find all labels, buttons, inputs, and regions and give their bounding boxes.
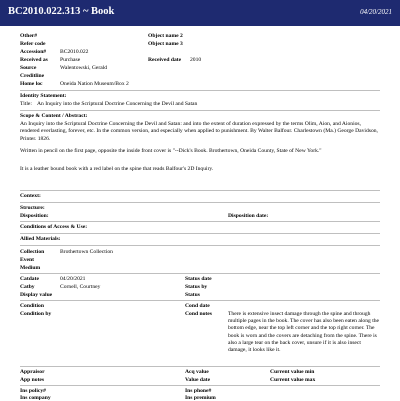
divider bbox=[20, 110, 380, 111]
cond-date-label: Cond date bbox=[185, 303, 210, 309]
status-by-label: Status by bbox=[185, 284, 208, 290]
divider bbox=[20, 221, 380, 222]
condition-by-label: Condition by bbox=[20, 311, 52, 317]
received-date-label: Received date bbox=[148, 57, 182, 63]
divider bbox=[20, 190, 380, 191]
app-notes-label: App notes bbox=[20, 377, 45, 383]
identity-statement-heading: Identity Statement: bbox=[20, 93, 67, 99]
cond-notes-label: Cond notes bbox=[185, 311, 212, 317]
title-value: An Inquiry into the Scriptural Doctrine Concerning the Devil and Satan bbox=[37, 101, 198, 107]
divider bbox=[20, 385, 380, 386]
scope-content-heading: Scope & Content / Abstract: bbox=[20, 113, 88, 119]
divider bbox=[20, 273, 380, 274]
home-loc-label: Home loc bbox=[20, 81, 43, 87]
status-label: Status bbox=[185, 292, 200, 298]
event-label: Event bbox=[20, 257, 34, 263]
condition-label: Condition bbox=[20, 303, 44, 309]
divider bbox=[20, 202, 380, 203]
refer-code-label: Refer code bbox=[20, 41, 46, 47]
medium-label: Medium bbox=[20, 265, 41, 271]
collection-label: Collection bbox=[20, 249, 45, 255]
current-value-max-label: Current value max bbox=[270, 377, 316, 383]
received-date-value: 2010 bbox=[190, 57, 202, 63]
ins-phone-label: Ins phone# bbox=[185, 388, 212, 394]
object-name-2-label: Object name 2 bbox=[148, 33, 183, 39]
current-value-min-label: Current value min bbox=[270, 369, 315, 375]
divider bbox=[20, 366, 380, 367]
disposition-date-label: Disposition date: bbox=[228, 213, 269, 219]
divider bbox=[20, 90, 380, 91]
accession-value: BC2010.022 bbox=[60, 49, 89, 55]
source-label: Source bbox=[20, 65, 37, 71]
received-as-value: Purchase bbox=[60, 57, 81, 63]
collection-value: Brothertown Collection bbox=[60, 249, 113, 255]
status-date-label: Status date bbox=[185, 276, 212, 282]
other-number-label: Other# bbox=[20, 33, 38, 39]
display-value-label: Display value bbox=[20, 292, 53, 298]
acq-value-label: Acq value bbox=[185, 369, 209, 375]
report-date: 04/20/2021 bbox=[360, 8, 392, 16]
divider bbox=[20, 245, 380, 246]
abstract-paragraph-1: An Inquiry into the Scriptural Doctrine Concerning the Devil and Satan: and into the extent of duration expressed by the terms Olim, Aion, and Aionios, rendered everlasting, forever, etc. In the common version, and especially when applied to punishment. By Walter Balfour. Charlestown (Ma.) George Davidson, Printer. 1826. bbox=[20, 121, 378, 142]
ins-policy-label: Ins policy# bbox=[20, 388, 46, 394]
catby-label: Catby bbox=[20, 284, 35, 290]
disposition-label: Disposition: bbox=[20, 213, 49, 219]
catby-value: Cornell, Courtney bbox=[60, 284, 101, 290]
structure-label: Structure: bbox=[20, 205, 45, 211]
source-value: Walentowski, Gerald bbox=[60, 65, 108, 71]
divider bbox=[20, 233, 380, 234]
report-title-bar bbox=[0, 0, 400, 26]
conditions-access-label: Conditions of Access & Use: bbox=[20, 224, 88, 230]
home-loc-value: Oneida Nation Museum/Box 2 bbox=[60, 81, 129, 87]
title-label: Title: bbox=[20, 101, 32, 107]
ins-company-label: Ins company bbox=[20, 395, 51, 401]
object-name-3-label: Object name 3 bbox=[148, 41, 183, 47]
abstract-paragraph-3: It is a leather bound book with a red label on the spine that reads Balfour's 2D Inquiry. bbox=[20, 166, 214, 172]
received-as-label: Received as bbox=[20, 57, 48, 63]
cond-notes-value: There is extensive insect damage through the spine and through multiple pages in the book. The cover has also been eaten along the bottom edge, near the top left corner and the top right corner. The book is worn and the covers are detaching from the spine. There is also a large tear on the back cover, unsure if it is also insect damage, it looks like it. bbox=[228, 311, 380, 354]
divider bbox=[20, 300, 380, 301]
catdate-label: Catdate bbox=[20, 276, 39, 282]
abstract-paragraph-2: Written in pencil on the first page, opposite the inside front cover is "--Dick's Book. Brothertown, Oneida County, State of New York." bbox=[20, 148, 322, 154]
ins-premium-label: Ins premium bbox=[185, 395, 216, 401]
value-date-label: Value date bbox=[185, 377, 211, 383]
catdate-value: 04/20/2021 bbox=[60, 276, 86, 282]
record-title: BC2010.022.313 ~ Book bbox=[8, 6, 115, 17]
accession-label: Accession# bbox=[20, 49, 47, 55]
creditline-label: Creditline bbox=[20, 73, 45, 79]
appraisor-label: Appraisor bbox=[20, 369, 45, 375]
allied-materials-label: Allied Materials: bbox=[20, 236, 61, 242]
context-label: Context: bbox=[20, 193, 41, 199]
